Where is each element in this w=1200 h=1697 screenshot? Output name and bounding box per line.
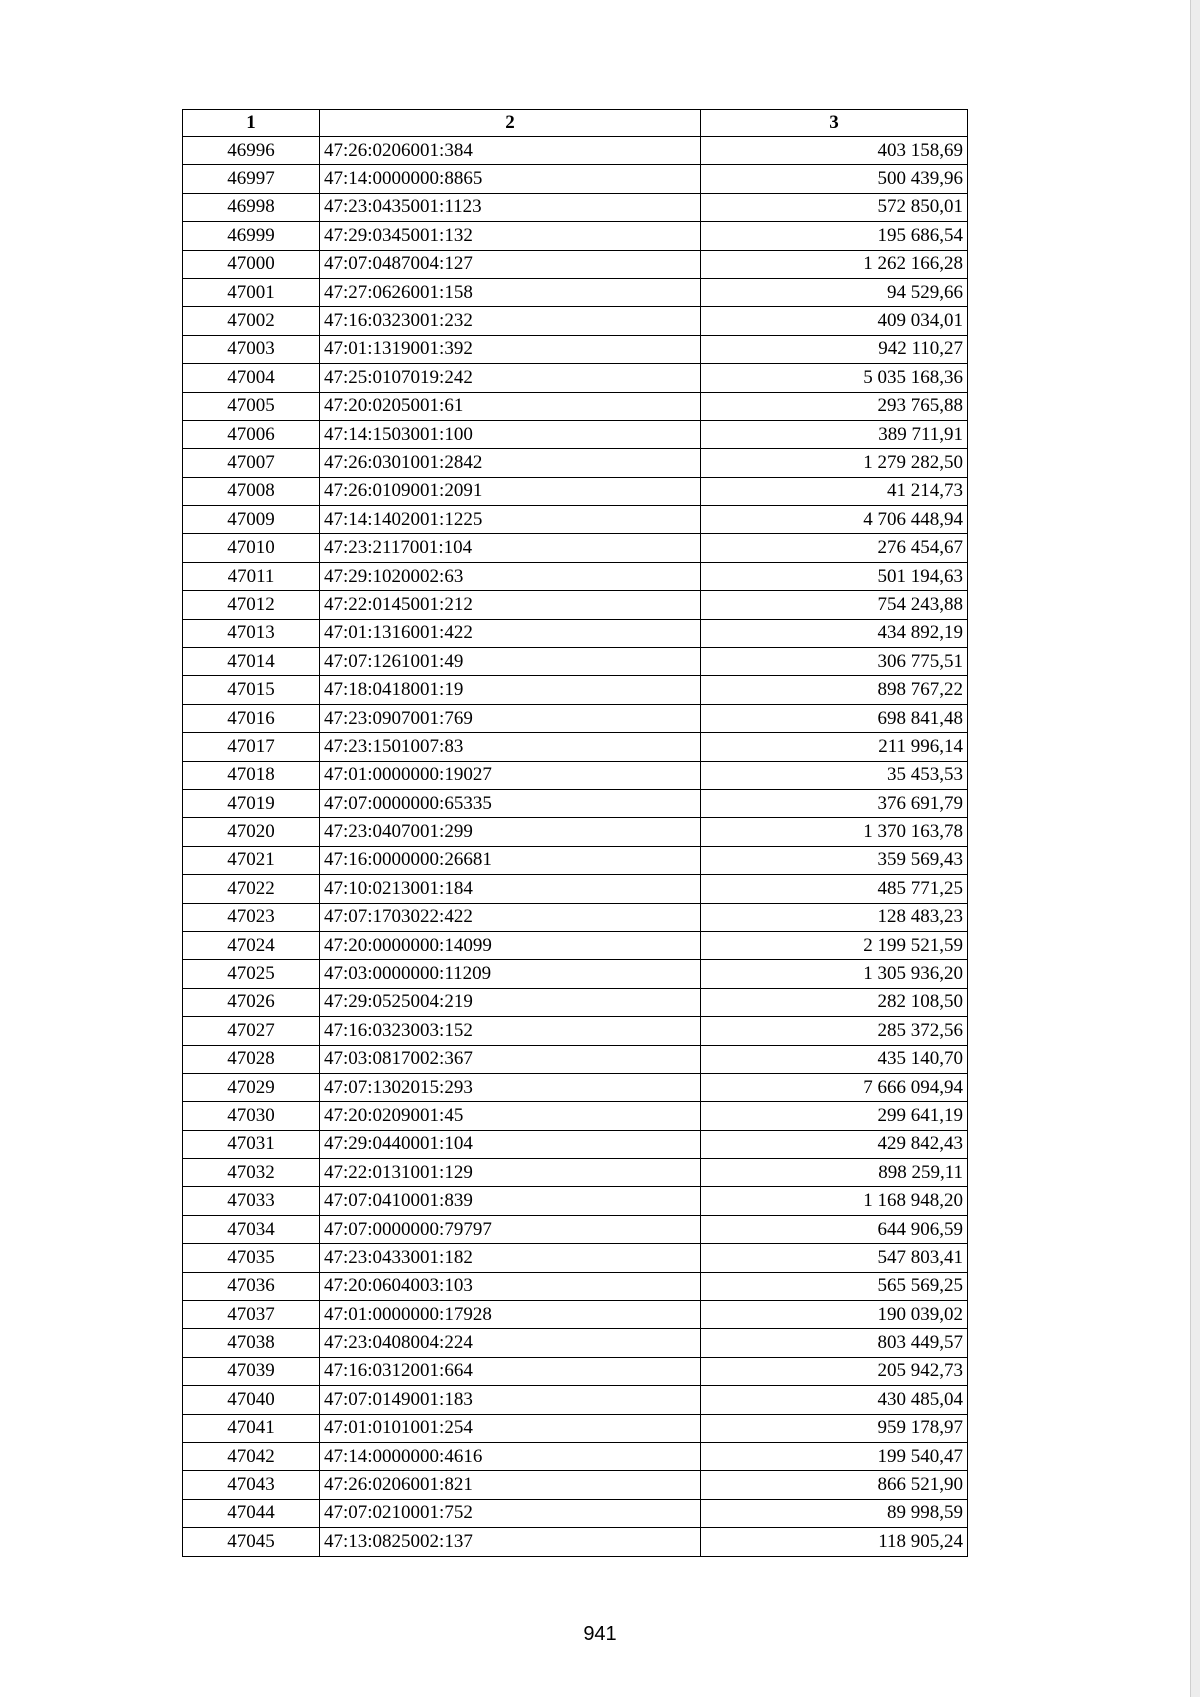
page-edge — [1190, 0, 1200, 1697]
cadastral-number-cell: 47:01:0000000:19027 — [320, 761, 701, 789]
table-row — [183, 846, 968, 874]
cadastral-number-cell: 47:01:1316001:422 — [320, 619, 701, 647]
cadastral-number-cell: 47:07:1302015:293 — [320, 1073, 701, 1101]
table-row — [183, 704, 968, 732]
table-row — [183, 1215, 968, 1243]
cadastral-number-cell: 47:26:0301001:2842 — [320, 449, 701, 477]
value-cell: 485 771,25 — [701, 875, 968, 903]
cadastral-number-cell: 47:20:0209001:45 — [320, 1102, 701, 1130]
value-cell: 94 529,66 — [701, 278, 968, 306]
value-cell: 41 214,73 — [701, 477, 968, 505]
row-number-cell: 47007 — [183, 449, 320, 477]
table-row — [183, 1272, 968, 1300]
value-cell: 1 262 166,28 — [701, 250, 968, 278]
value-cell: 803 449,57 — [701, 1329, 968, 1357]
table-row — [183, 676, 968, 704]
table-row — [183, 818, 968, 846]
table-row — [183, 477, 968, 505]
value-cell: 898 259,11 — [701, 1159, 968, 1187]
cadastral-number-cell: 47:07:1703022:422 — [320, 903, 701, 931]
value-cell: 89 998,59 — [701, 1499, 968, 1527]
row-number-cell: 47044 — [183, 1499, 320, 1527]
table-row — [183, 1471, 968, 1499]
value-cell: 306 775,51 — [701, 648, 968, 676]
table-row — [183, 506, 968, 534]
value-cell: 190 039,02 — [701, 1301, 968, 1329]
cadastral-number-cell: 47:07:0149001:183 — [320, 1386, 701, 1414]
value-cell: 1 305 936,20 — [701, 960, 968, 988]
cadastral-number-cell: 47:20:0604003:103 — [320, 1272, 701, 1300]
table-row — [183, 1045, 968, 1073]
value-cell: 128 483,23 — [701, 903, 968, 931]
cadastral-number-cell: 47:07:0000000:65335 — [320, 789, 701, 817]
value-cell: 4 706 448,94 — [701, 506, 968, 534]
row-number-cell: 47039 — [183, 1357, 320, 1385]
row-number-cell: 47032 — [183, 1159, 320, 1187]
value-cell: 211 996,14 — [701, 733, 968, 761]
cadastral-number-cell: 47:26:0206001:821 — [320, 1471, 701, 1499]
table-row — [183, 165, 968, 193]
cadastral-number-cell: 47:01:1319001:392 — [320, 335, 701, 363]
table-row — [183, 222, 968, 250]
cadastral-number-cell: 47:10:0213001:184 — [320, 875, 701, 903]
table-row — [183, 137, 968, 165]
value-cell: 698 841,48 — [701, 704, 968, 732]
table-row — [183, 250, 968, 278]
table-row — [183, 562, 968, 590]
data-table — [182, 109, 968, 1557]
row-number-cell: 47025 — [183, 960, 320, 988]
column-header-1: 1 — [183, 110, 320, 137]
cadastral-number-cell: 47:14:1402001:1225 — [320, 506, 701, 534]
row-number-cell: 47012 — [183, 591, 320, 619]
table-row — [183, 392, 968, 420]
value-cell: 644 906,59 — [701, 1215, 968, 1243]
row-number-cell: 46999 — [183, 222, 320, 250]
value-cell: 205 942,73 — [701, 1357, 968, 1385]
value-cell: 195 686,54 — [701, 222, 968, 250]
cadastral-number-cell: 47:29:0440001:104 — [320, 1130, 701, 1158]
table-row — [183, 1442, 968, 1470]
row-number-cell: 47035 — [183, 1244, 320, 1272]
row-number-cell: 47029 — [183, 1073, 320, 1101]
value-cell: 276 454,67 — [701, 534, 968, 562]
cadastral-number-cell: 47:14:0000000:8865 — [320, 165, 701, 193]
cadastral-number-cell: 47:29:0525004:219 — [320, 988, 701, 1016]
value-cell: 389 711,91 — [701, 420, 968, 448]
value-cell: 403 158,69 — [701, 137, 968, 165]
cadastral-number-cell: 47:26:0206001:384 — [320, 137, 701, 165]
table-header — [183, 110, 968, 137]
row-number-cell: 47028 — [183, 1045, 320, 1073]
row-number-cell: 47017 — [183, 733, 320, 761]
table-row — [183, 1130, 968, 1158]
table-row — [183, 619, 968, 647]
table-row — [183, 1386, 968, 1414]
cadastral-number-cell: 47:07:0210001:752 — [320, 1499, 701, 1527]
cadastral-number-cell: 47:18:0418001:19 — [320, 676, 701, 704]
row-number-cell: 47042 — [183, 1442, 320, 1470]
table-row — [183, 903, 968, 931]
cadastral-number-cell: 47:16:0323003:152 — [320, 1017, 701, 1045]
table-row — [183, 1102, 968, 1130]
table-row — [183, 875, 968, 903]
row-number-cell: 46997 — [183, 165, 320, 193]
row-number-cell: 47019 — [183, 789, 320, 817]
cadastral-number-cell: 47:22:0145001:212 — [320, 591, 701, 619]
value-cell: 501 194,63 — [701, 562, 968, 590]
cadastral-number-cell: 47:07:0000000:79797 — [320, 1215, 701, 1243]
cadastral-number-cell: 47:13:0825002:137 — [320, 1528, 701, 1556]
row-number-cell: 47004 — [183, 364, 320, 392]
row-number-cell: 47020 — [183, 818, 320, 846]
value-cell: 547 803,41 — [701, 1244, 968, 1272]
value-cell: 409 034,01 — [701, 307, 968, 335]
table-row — [183, 1017, 968, 1045]
cadastral-number-cell: 47:23:0433001:182 — [320, 1244, 701, 1272]
row-number-cell: 47037 — [183, 1301, 320, 1329]
table-row — [183, 335, 968, 363]
row-number-cell: 47024 — [183, 931, 320, 959]
row-number-cell: 47008 — [183, 477, 320, 505]
row-number-cell: 47016 — [183, 704, 320, 732]
cadastral-number-cell: 47:20:0205001:61 — [320, 392, 701, 420]
table-row — [183, 1528, 968, 1556]
row-number-cell: 47040 — [183, 1386, 320, 1414]
cadastral-number-cell: 47:27:0626001:158 — [320, 278, 701, 306]
value-cell: 118 905,24 — [701, 1528, 968, 1556]
value-cell: 285 372,56 — [701, 1017, 968, 1045]
table-row — [183, 420, 968, 448]
value-cell: 429 842,43 — [701, 1130, 968, 1158]
cadastral-number-cell: 47:03:0817002:367 — [320, 1045, 701, 1073]
value-cell: 7 666 094,94 — [701, 1073, 968, 1101]
cadastral-number-cell: 47:29:1020002:63 — [320, 562, 701, 590]
table-row — [183, 278, 968, 306]
value-cell: 1 279 282,50 — [701, 449, 968, 477]
table-row — [183, 789, 968, 817]
row-number-cell: 47038 — [183, 1329, 320, 1357]
row-number-cell: 47027 — [183, 1017, 320, 1045]
cadastral-number-cell: 47:22:0131001:129 — [320, 1159, 701, 1187]
row-number-cell: 47011 — [183, 562, 320, 590]
value-cell: 35 453,53 — [701, 761, 968, 789]
row-number-cell: 47030 — [183, 1102, 320, 1130]
value-cell: 898 767,22 — [701, 676, 968, 704]
cadastral-number-cell: 47:16:0312001:664 — [320, 1357, 701, 1385]
page-number: 941 — [583, 1623, 617, 1645]
value-cell: 376 691,79 — [701, 789, 968, 817]
row-number-cell: 46998 — [183, 193, 320, 221]
table-row — [183, 1329, 968, 1357]
cadastral-number-cell: 47:23:2117001:104 — [320, 534, 701, 562]
table-row — [183, 193, 968, 221]
table-row — [183, 1414, 968, 1442]
cadastral-number-cell: 47:23:0435001:1123 — [320, 193, 701, 221]
value-cell: 572 850,01 — [701, 193, 968, 221]
table-row — [183, 960, 968, 988]
table-row — [183, 1187, 968, 1215]
row-number-cell: 46996 — [183, 137, 320, 165]
cadastral-number-cell: 47:07:1261001:49 — [320, 648, 701, 676]
cadastral-number-cell: 47:23:1501007:83 — [320, 733, 701, 761]
value-cell: 199 540,47 — [701, 1442, 968, 1470]
table-row — [183, 1357, 968, 1385]
table-row — [183, 1073, 968, 1101]
row-number-cell: 47000 — [183, 250, 320, 278]
cadastral-number-cell: 47:03:0000000:11209 — [320, 960, 701, 988]
cadastral-number-cell: 47:26:0109001:2091 — [320, 477, 701, 505]
table-row — [183, 307, 968, 335]
cadastral-number-cell: 47:20:0000000:14099 — [320, 931, 701, 959]
cadastral-number-cell: 47:16:0323001:232 — [320, 307, 701, 335]
row-number-cell: 47001 — [183, 278, 320, 306]
table-row — [183, 761, 968, 789]
cadastral-number-cell: 47:14:0000000:4616 — [320, 1442, 701, 1470]
table-row — [183, 1499, 968, 1527]
table-row — [183, 534, 968, 562]
table-row — [183, 1244, 968, 1272]
cadastral-number-cell: 47:29:0345001:132 — [320, 222, 701, 250]
row-number-cell: 47041 — [183, 1414, 320, 1442]
row-number-cell: 47026 — [183, 988, 320, 1016]
table-row — [183, 1159, 968, 1187]
row-number-cell: 47002 — [183, 307, 320, 335]
row-number-cell: 47045 — [183, 1528, 320, 1556]
table-row — [183, 449, 968, 477]
cadastral-number-cell: 47:25:0107019:242 — [320, 364, 701, 392]
cadastral-number-cell: 47:14:1503001:100 — [320, 420, 701, 448]
row-number-cell: 47023 — [183, 903, 320, 931]
cadastral-number-cell: 47:23:0407001:299 — [320, 818, 701, 846]
value-cell: 500 439,96 — [701, 165, 968, 193]
row-number-cell: 47031 — [183, 1130, 320, 1158]
value-cell: 435 140,70 — [701, 1045, 968, 1073]
row-number-cell: 47014 — [183, 648, 320, 676]
cadastral-number-cell: 47:07:0410001:839 — [320, 1187, 701, 1215]
cadastral-number-cell: 47:07:0487004:127 — [320, 250, 701, 278]
value-cell: 754 243,88 — [701, 591, 968, 619]
value-cell: 1 168 948,20 — [701, 1187, 968, 1215]
value-cell: 430 485,04 — [701, 1386, 968, 1414]
row-number-cell: 47034 — [183, 1215, 320, 1243]
cadastral-number-cell: 47:01:0101001:254 — [320, 1414, 701, 1442]
table-row — [183, 1301, 968, 1329]
value-cell: 2 199 521,59 — [701, 931, 968, 959]
row-number-cell: 47033 — [183, 1187, 320, 1215]
row-number-cell: 47009 — [183, 506, 320, 534]
row-number-cell: 47006 — [183, 420, 320, 448]
table-row — [183, 931, 968, 959]
column-header-3: 3 — [701, 110, 968, 137]
row-number-cell: 47015 — [183, 676, 320, 704]
row-number-cell: 47005 — [183, 392, 320, 420]
column-header-2: 2 — [320, 110, 701, 137]
cadastral-number-cell: 47:16:0000000:26681 — [320, 846, 701, 874]
cadastral-number-cell: 47:23:0408004:224 — [320, 1329, 701, 1357]
value-cell: 565 569,25 — [701, 1272, 968, 1300]
value-cell: 959 178,97 — [701, 1414, 968, 1442]
table-row — [183, 988, 968, 1016]
value-cell: 1 370 163,78 — [701, 818, 968, 846]
value-cell: 293 765,88 — [701, 392, 968, 420]
row-number-cell: 47043 — [183, 1471, 320, 1499]
row-number-cell: 47018 — [183, 761, 320, 789]
row-number-cell: 47036 — [183, 1272, 320, 1300]
value-cell: 5 035 168,36 — [701, 364, 968, 392]
header-row — [183, 110, 968, 137]
table-body — [183, 137, 968, 1557]
value-cell: 866 521,90 — [701, 1471, 968, 1499]
table-row — [183, 648, 968, 676]
table-row — [183, 591, 968, 619]
value-cell: 359 569,43 — [701, 846, 968, 874]
row-number-cell: 47021 — [183, 846, 320, 874]
row-number-cell: 47010 — [183, 534, 320, 562]
row-number-cell: 47022 — [183, 875, 320, 903]
cadastral-number-cell: 47:23:0907001:769 — [320, 704, 701, 732]
value-cell: 942 110,27 — [701, 335, 968, 363]
row-number-cell: 47013 — [183, 619, 320, 647]
table-row — [183, 733, 968, 761]
value-cell: 434 892,19 — [701, 619, 968, 647]
cadastral-number-cell: 47:01:0000000:17928 — [320, 1301, 701, 1329]
value-cell: 282 108,50 — [701, 988, 968, 1016]
table-row — [183, 364, 968, 392]
row-number-cell: 47003 — [183, 335, 320, 363]
value-cell: 299 641,19 — [701, 1102, 968, 1130]
